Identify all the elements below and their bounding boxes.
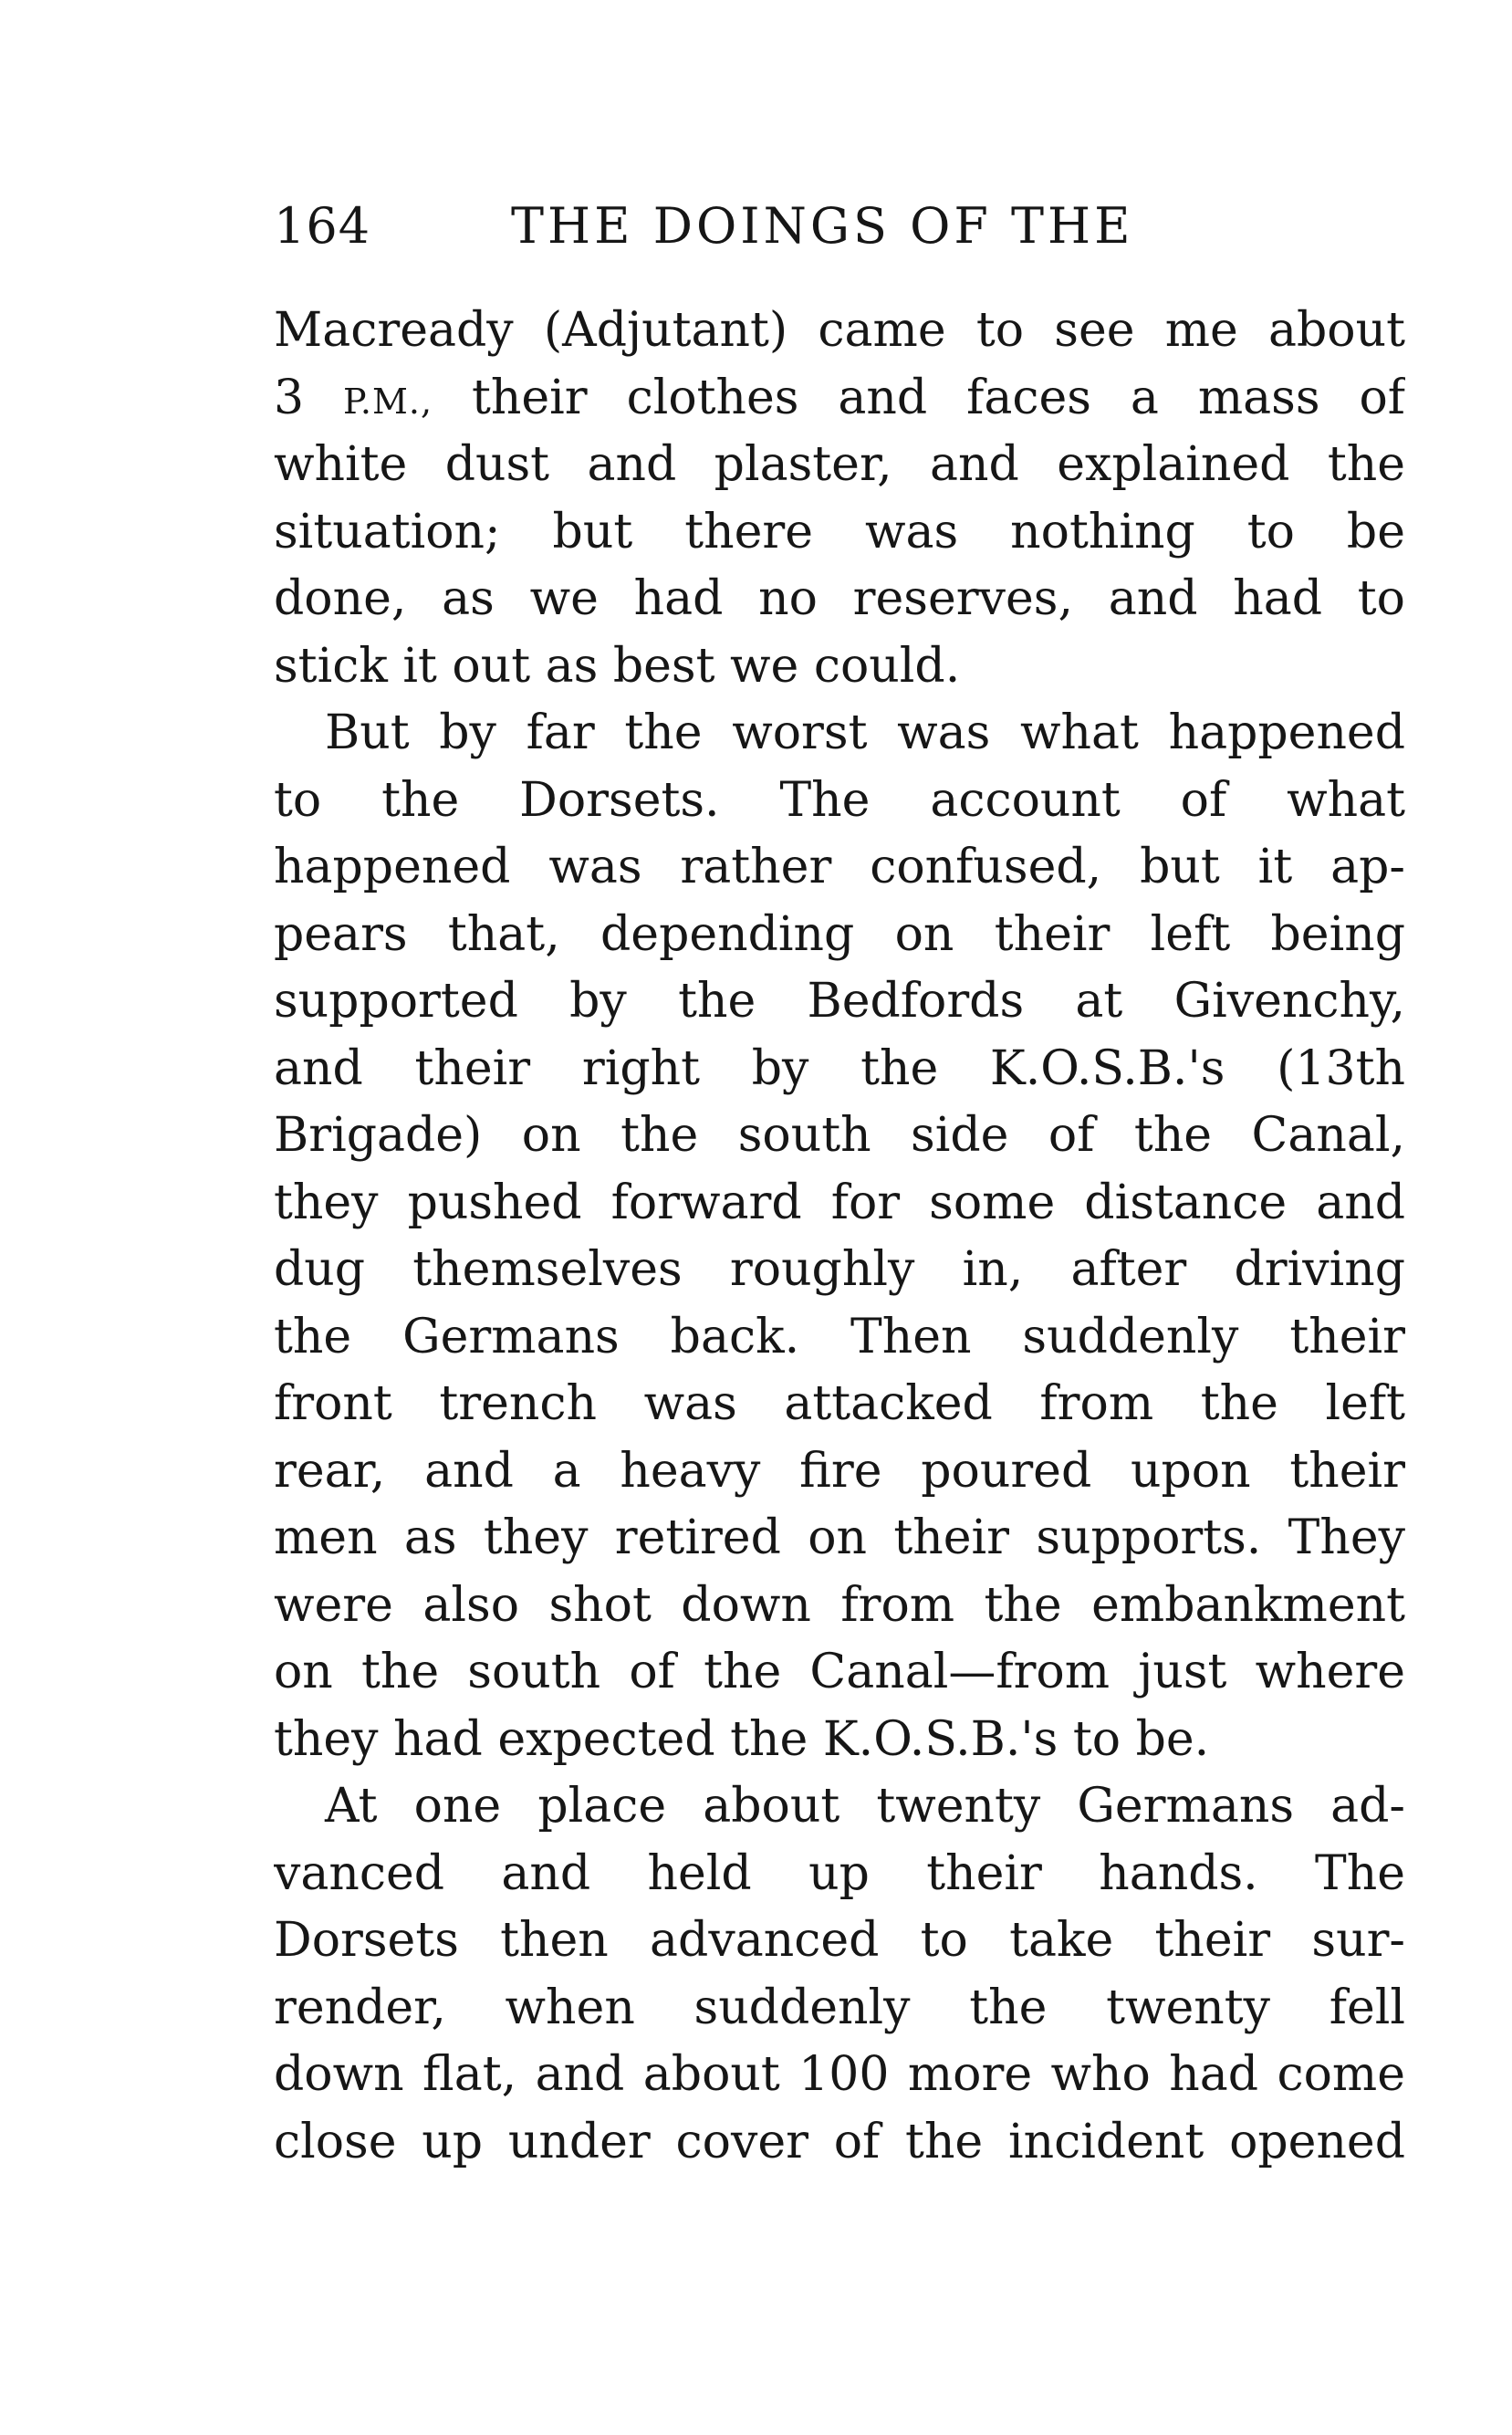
- text-line: dug themselves roughly in, after driving: [274, 1242, 1405, 1297]
- text-line: they had expected the K.O.S.B.'s to be.: [274, 1711, 1210, 1767]
- page-number: 164: [274, 197, 371, 255]
- time-smallcaps: P.M.,: [343, 381, 433, 422]
- text-line: happened was rather confused, but it ap-: [274, 840, 1405, 894]
- text-line: done, as we had no reserves, and had to: [274, 571, 1405, 626]
- text-line: Brigade) on the south side of the Canal,: [274, 1108, 1405, 1163]
- text-line: At one place about twenty Germans ad-: [325, 1779, 1405, 1834]
- text-line: close up under cover of the incident opened: [274, 2114, 1405, 2169]
- text-line: the Germans back. Then suddenly their: [274, 1309, 1405, 1364]
- text-line: and their right by the K.O.S.B.'s (13th: [274, 1040, 1405, 1096]
- text-line: supported by the Bedfords at Givenchy,: [274, 974, 1405, 1029]
- text-line: pears that, depending on their left being: [274, 906, 1405, 962]
- text-line: white dust and plaster, and explained the: [274, 437, 1405, 492]
- text-line: situation; but there was nothing to be: [274, 504, 1405, 559]
- text-line: down flat, and about 100 more who had come: [274, 2047, 1405, 2102]
- text-line: front trench was attacked from the left: [274, 1376, 1405, 1431]
- text-line: vanced and held up their hands. The: [274, 1845, 1405, 1901]
- running-head: THE DOINGS OF THE: [511, 197, 1134, 255]
- text-fragment: 3: [274, 370, 344, 425]
- text-line: men as they retired on their supports. They: [274, 1510, 1405, 1565]
- text-line: they pushed forward for some distance and: [274, 1175, 1405, 1230]
- text-line: But by far the worst was what happened: [325, 705, 1405, 760]
- text-line: [274, 365, 1405, 433]
- text-fragment: their clothes and faces a mass of: [471, 370, 1405, 425]
- body-text: [274, 298, 1405, 2176]
- text-line: to the Dorsets. The account of what: [274, 772, 1405, 828]
- text-line: were also shot down from the embankment: [274, 1577, 1405, 1633]
- text-line: Dorsets then advanced to take their sur-: [274, 1913, 1405, 1968]
- text-line: rear, and a heavy fire poured upon their: [274, 1443, 1405, 1499]
- text-line: Macready (Adjutant) came to see me about: [274, 303, 1405, 358]
- text-line: render, when suddenly the twenty fell: [274, 1980, 1405, 2035]
- text-line: on the south of the Canal—from just where: [274, 1645, 1405, 1699]
- text-line: stick it out as best we could.: [274, 638, 961, 694]
- page-header: [274, 190, 1405, 263]
